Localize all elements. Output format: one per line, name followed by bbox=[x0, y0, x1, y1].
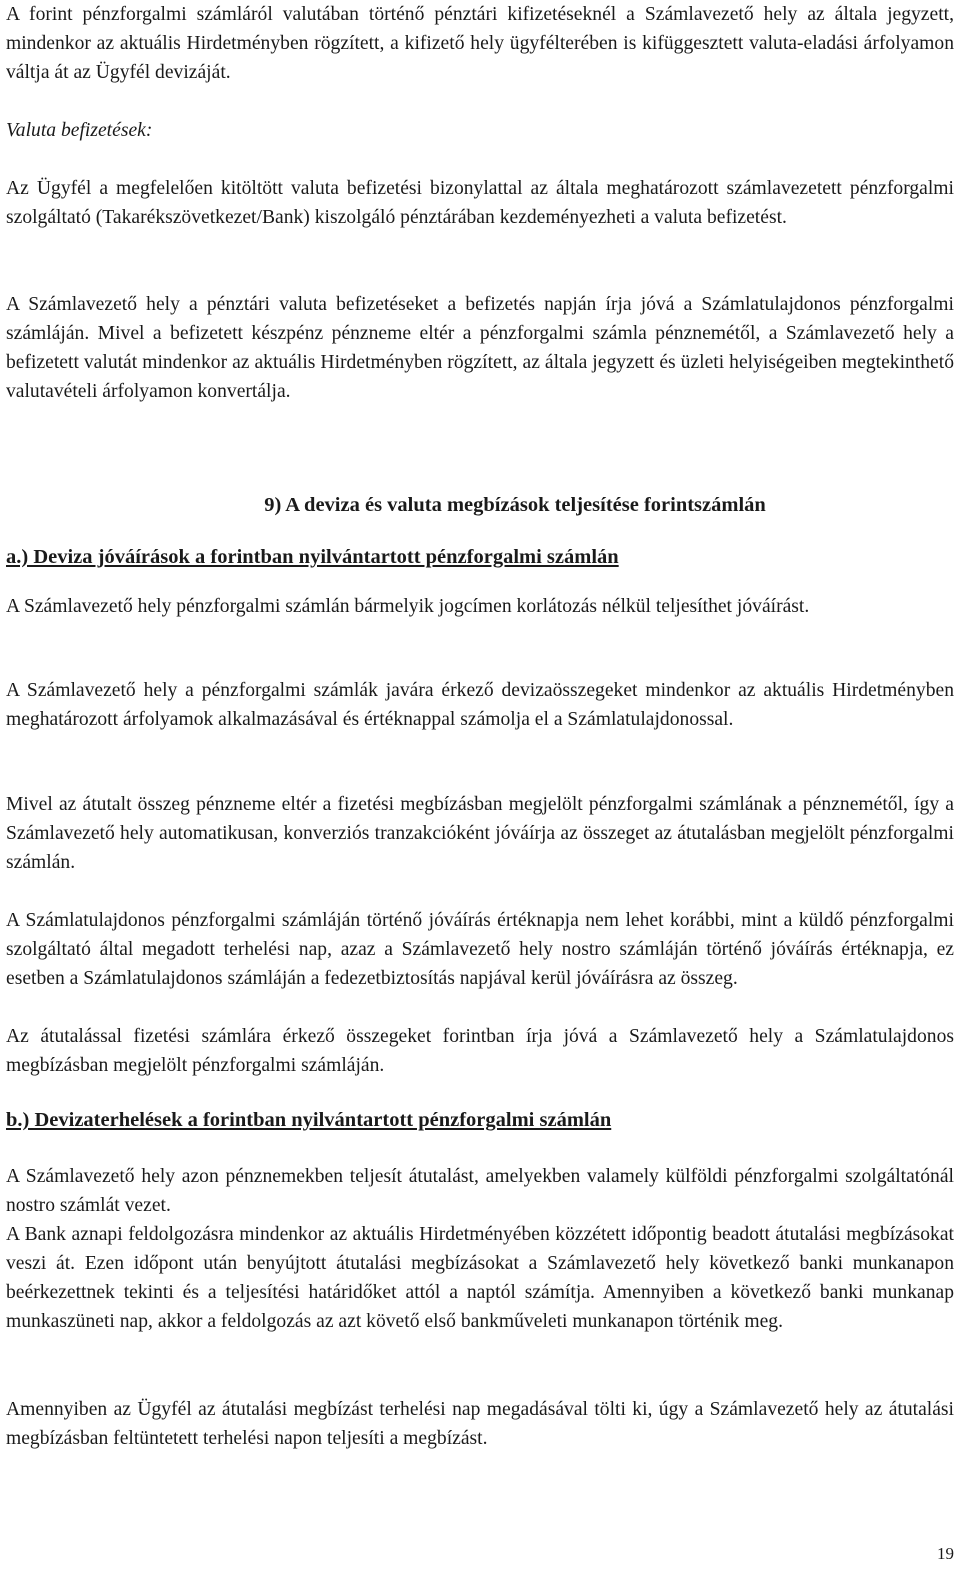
paragraph-terhelesi-nap: Amennyiben az Ügyfél az átutalási megbízást terhelési nap megadásával tölti ki, úgy a Számlavezető hely az átutalási megbízásban feltüntetett terhelési napon teljesíti a megbízást. bbox=[6, 1399, 954, 1449]
page-number: 19 bbox=[937, 1544, 954, 1563]
subheading-deviza-joviras-text: a.) Deviza jóváírások a forintban nyilvántartott pénzforgalmi számlán bbox=[6, 546, 619, 568]
paragraph-konverzios-tranzakcio: Mivel az átutalt összeg pénzneme eltér a fizetési megbízásban megjelölt pénzforgalmi számlának a pénznemétől, így a Számlavezető hely automatikusan, konverziós tranzakcióként jóváírja az összeget az átutalásban megjelölt pénzforgalmi számlán. bbox=[6, 794, 954, 873]
paragraph-nostro-szamla: A Számlavezető hely azon pénznemekben teljesít átutalást, amelyekben valamely külföldi pénzforgalmi szolgáltatónál nostro számlát vezet. bbox=[6, 1166, 954, 1216]
subheading-deviza-joviras bbox=[6, 543, 954, 572]
paragraph-aznapi-feldolgozas: A Bank aznapi feldolgozásra mindenkor az aktuális Hirdetményében közzétett időpontig beadott átutalási megbízásokat veszi át. Ezen időpont után benyújtott átutalási megbízásokat a Számlavezető hely következő banki munkanapon beérkezettnek tekinti és a teljesítési határidőket attól a naptól számítja. Amennyiben a következő banki munkanap munkaszüneti nap, akkor a feldolgozás az azt követő első bankműveleti munkanapon történik meg. bbox=[6, 1224, 954, 1332]
paragraph-forint-valuta-kifizetes: A forint pénzforgalmi számláról valutában történő pénztári kifizetéseknél a Számlavezető hely az általa jegyzett, mindenkor az aktuális Hirdetményben rögzített, a kifizető hely ügyfélterében is kifüggesztett valuta-eladási árfolyamon váltja át az Ügyfél devizáját. bbox=[6, 4, 954, 83]
paragraph-joviras-korlatozas: A Számlavezető hely pénzforgalmi számlán bármelyik jogcímen korlátozás nélkül teljesíthet jóváírást. bbox=[6, 596, 810, 617]
paragraph-joviras-ertéknap: A Számlatulajdonos pénzforgalmi számláján történő jóváírás értéknapja nem lehet korábbi, mint a küldő pénzforgalmi szolgáltató által megadott terhelési nap, azaz a Számlavezető hely nostro számláján történő jóváírás értéknapja, ez esetben a Számlatulajdonos számláján a fedezetbiztosítás napjával kerül jóváírásra az összeg. bbox=[6, 910, 954, 989]
section-heading-deviza-valuta: 9) A deviza és valuta megbízások teljesítése forintszámlán bbox=[264, 494, 766, 516]
label-valuta-befizetesek: Valuta befizetések: bbox=[6, 120, 153, 141]
subheading-devizaterhelesek bbox=[6, 1106, 954, 1135]
paragraph-valuta-befizetes-bizonylat: Az Ügyfél a megfelelően kitöltött valuta befizetési bizonylattal az általa meghatározott számlavezetett pénzforgalmi szolgáltató (Takarékszövetkezet/Bank) kiszolgáló pénztárában kezdeményezheti a valuta befizetést. bbox=[6, 178, 954, 228]
paragraph-forintban-joviras: Az átutalással fizetési számlára érkező összegeket forintban írja jóvá a Számlavezető hely a Számlatulajdonos megbízásban megjelölt pénzforgalmi számláján. bbox=[6, 1026, 954, 1076]
paragraph-devizaosszegek-elszamolas: A Számlavezető hely a pénzforgalmi számlák javára érkező devizaösszegeket mindenkor az aktuális Hirdetményben meghatározott árfolyamok alkalmazásával és értéknappal számolja el a Számlatulajdonossal. bbox=[6, 680, 954, 730]
paragraph-penztari-valuta-befizetes: A Számlavezető hely a pénztári valuta befizetéseket a befizetés napján írja jóvá a Számlatulajdonos pénzforgalmi számláján. Mivel a befizetett készpénz pénzneme eltér a pénzforgalmi számla pénznemétől, a Számlavezető hely a befizetett valutát mindenkor az aktuális Hirdetményben rögzített, az általa jegyzett és üzleti helyiségeiben megtekinthető valutavételi árfolyamon konvertálja. bbox=[6, 294, 954, 402]
subheading-devizaterhelesek-text: b.) Devizaterhelések a forintban nyilvántartott pénzforgalmi számlán bbox=[6, 1109, 612, 1131]
